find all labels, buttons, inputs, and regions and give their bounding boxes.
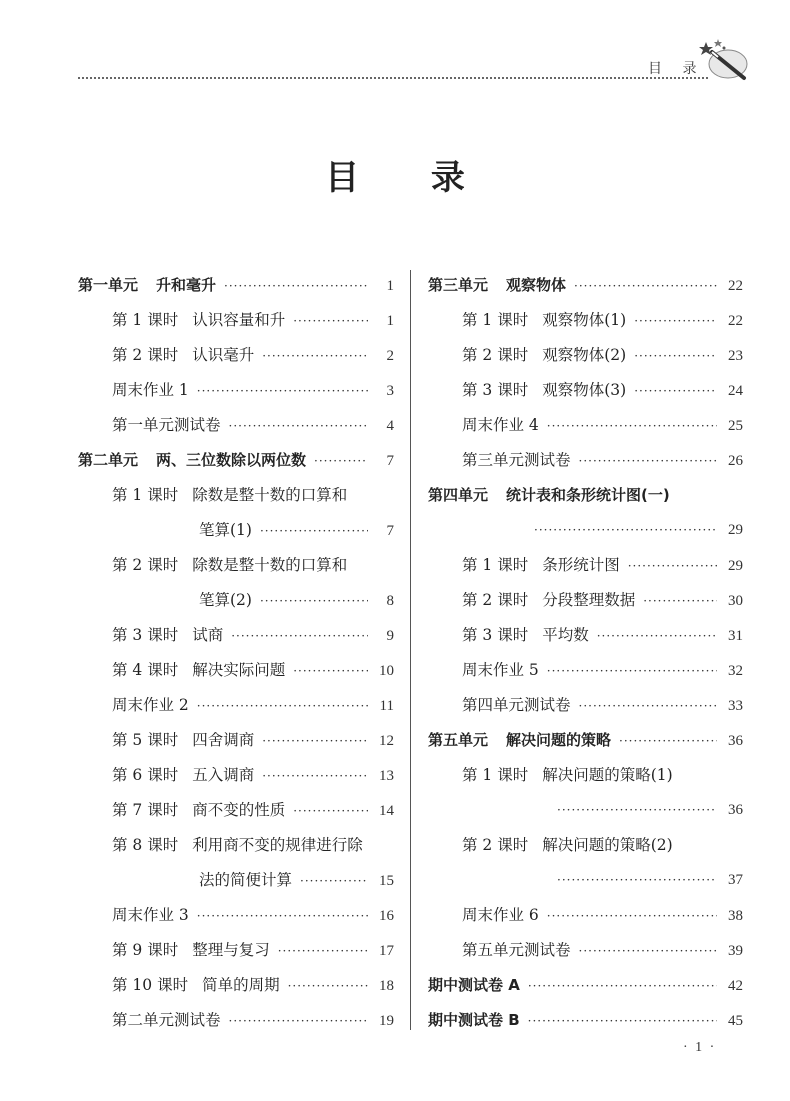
toc-entry-label: 第 1 课时	[462, 556, 529, 574]
toc-entry-page: 18	[379, 978, 394, 994]
toc-entry-title: 笔算(1)	[199, 521, 252, 539]
toc-entry-title: 除数是整十数的口算和	[192, 486, 348, 504]
toc-entry-title: 五入调商	[192, 766, 255, 784]
dot-leader	[579, 934, 717, 969]
toc-entry-title: 周末作业 5	[462, 661, 539, 679]
dot-leader	[547, 409, 717, 444]
toc-entry-label: 第三单元	[428, 276, 489, 294]
toc-entry-title: 升和毫升	[156, 276, 217, 294]
toc-entry-page: 9	[386, 628, 394, 644]
header-rule	[78, 77, 708, 79]
toc-entry	[78, 443, 394, 478]
toc-entry-title: 试商	[192, 626, 224, 644]
toc-entry-page: 7	[386, 523, 394, 539]
toc-entry-page: 36	[728, 733, 743, 749]
toc-entry-label: 第 1 课时	[112, 486, 179, 504]
toc-entry-page: 22	[728, 313, 743, 329]
toc-entry-title: 解决问题的策略	[506, 731, 612, 749]
toc-entry-page: 32	[728, 663, 743, 679]
toc-entry-page: 13	[379, 768, 394, 784]
toc-entry	[428, 583, 743, 618]
toc-entry-title: 观察物体(2)	[542, 346, 627, 364]
dot-leader	[262, 759, 368, 794]
toc-entry	[428, 758, 743, 793]
toc-entry-title: 第三单元测试卷	[462, 451, 571, 469]
toc-entry	[428, 723, 743, 758]
toc-entry	[78, 268, 394, 303]
toc-entry-page: 8	[386, 593, 394, 609]
dot-leader	[260, 584, 368, 619]
toc-entry	[428, 968, 743, 1003]
toc-entry-page: 30	[728, 593, 743, 609]
toc-entry-page: 15	[379, 873, 394, 889]
toc-entry-title: 平均数	[542, 626, 589, 644]
toc-entry	[428, 338, 743, 373]
toc-entry-label: 第 2 课时	[112, 346, 179, 364]
toc-entry	[428, 513, 743, 548]
toc-entry-page: 31	[728, 628, 743, 644]
toc-entry-title: 认识毫升	[192, 346, 255, 364]
toc-entry	[428, 373, 743, 408]
toc-entry	[428, 268, 743, 303]
toc-entry-title: 条形统计图	[542, 556, 620, 574]
toc-entry-label: 第 2 课时	[462, 591, 529, 609]
toc-entry	[78, 723, 394, 758]
toc-entry-page: 42	[728, 978, 743, 994]
toc-entry	[78, 618, 394, 653]
toc-entry-title: 第五单元测试卷	[462, 941, 571, 959]
toc-entry-label: 第一单元	[78, 276, 139, 294]
toc-entry	[78, 968, 394, 1003]
dot-leader	[574, 269, 717, 304]
toc-entry	[78, 688, 394, 723]
toc-entry-page: 2	[386, 348, 394, 364]
dot-leader	[634, 339, 717, 374]
toc-entry-title: 周末作业 3	[112, 906, 189, 924]
toc-entry-page: 36	[728, 802, 743, 818]
toc-entry-title: 观察物体(3)	[542, 381, 627, 399]
toc-entry-page: 22	[728, 278, 743, 294]
toc-entry	[78, 828, 394, 863]
toc-entry-label: 第 1 课时	[462, 766, 529, 784]
toc-entry	[78, 583, 394, 618]
dot-leader	[229, 1004, 368, 1039]
toc-entry-title: 认识容量和升	[192, 311, 286, 329]
dot-leader	[534, 513, 717, 548]
toc-entry	[78, 548, 394, 583]
dot-leader	[579, 689, 717, 724]
toc-entry-page: 1	[386, 313, 394, 329]
toc-entry-label: 第 5 课时	[112, 731, 179, 749]
dot-leader	[300, 864, 368, 899]
toc-entry-label: 第 2 课时	[462, 836, 529, 854]
toc-entry-title: 商不变的性质	[192, 801, 286, 819]
toc-entry	[428, 828, 743, 863]
dot-leader	[557, 793, 717, 828]
dot-leader	[528, 1004, 717, 1039]
toc-entry-title: 统计表和条形统计图(一)	[506, 486, 670, 504]
toc-entry-label: 第 1 课时	[112, 311, 179, 329]
dot-leader	[547, 899, 717, 934]
toc-entry	[428, 688, 743, 723]
toc-entry-label: 第 10 课时	[112, 976, 189, 994]
dot-leader	[260, 514, 368, 549]
toc-entry-page: 7	[386, 453, 394, 469]
toc-entry	[428, 898, 743, 933]
dot-leader	[293, 654, 368, 689]
dot-leader	[262, 339, 368, 374]
toc-entry-title: 解决问题的策略(1)	[542, 766, 673, 784]
toc-entry-title: 分段整理数据	[542, 591, 636, 609]
toc-entry-title: 法的简便计算	[199, 871, 293, 889]
toc-entry	[78, 303, 394, 338]
toc-entry-title: 观察物体(1)	[542, 311, 627, 329]
toc-entry-title: 简单的周期	[202, 976, 280, 994]
toc-entry-title: 四舍调商	[192, 731, 255, 749]
toc-entry-label: 第 9 课时	[112, 941, 179, 959]
toc-entry	[428, 793, 743, 828]
toc-entry-page: 12	[379, 733, 394, 749]
toc-entry	[78, 338, 394, 373]
dot-leader	[634, 304, 717, 339]
toc-entry-label: 第 6 课时	[112, 766, 179, 784]
toc-right-column	[428, 268, 743, 1038]
toc-entry	[78, 478, 394, 513]
dot-leader	[314, 444, 368, 479]
dot-leader	[288, 969, 368, 1004]
toc-entry-label: 第 1 课时	[462, 311, 529, 329]
dot-leader	[278, 934, 368, 969]
toc-entry	[428, 933, 743, 968]
toc-entry-title: 笔算(2)	[199, 591, 252, 609]
toc-entry-page: 37	[728, 872, 743, 888]
toc-entry-page: 45	[728, 1013, 743, 1029]
toc-entry	[78, 653, 394, 688]
toc-entry-page: 16	[379, 908, 394, 924]
toc-entry-label: 第五单元	[428, 731, 489, 749]
toc-entry-page: 23	[728, 348, 743, 364]
toc-entry-title: 周末作业 4	[462, 416, 539, 434]
dot-leader	[557, 863, 717, 898]
toc-entry-label: 第 4 课时	[112, 661, 179, 679]
toc-entry-label: 第 7 课时	[112, 801, 179, 819]
header-label: 目 录	[648, 61, 705, 77]
toc-entry	[78, 793, 394, 828]
dot-leader	[628, 549, 717, 584]
dot-leader	[547, 654, 717, 689]
toc-entry	[428, 408, 743, 443]
toc-entry-title: 除数是整十数的口算和	[192, 556, 348, 574]
toc-entry-page: 39	[728, 943, 743, 959]
toc-entry	[428, 478, 743, 513]
toc-entry-title: 期中测试卷 A	[428, 976, 520, 994]
toc-entry-title: 周末作业 2	[112, 696, 189, 714]
toc-entry-title: 第四单元测试卷	[462, 696, 571, 714]
toc-entry-page: 1	[386, 278, 394, 294]
toc-entry-page: 38	[728, 908, 743, 924]
toc-entry-label: 第 8 课时	[112, 836, 179, 854]
toc-left-column	[78, 268, 394, 1038]
toc-entry	[78, 408, 394, 443]
page-title: 目 录	[325, 158, 495, 198]
toc-entry-title: 周末作业 1	[112, 381, 189, 399]
dot-leader	[229, 409, 368, 444]
dot-leader	[197, 374, 368, 409]
toc-entry-title: 周末作业 6	[462, 906, 539, 924]
dot-leader	[197, 689, 368, 724]
toc-entry-page: 14	[379, 803, 394, 819]
dot-leader	[293, 794, 368, 829]
toc-entry	[428, 618, 743, 653]
toc-entry-page: 25	[728, 418, 743, 434]
toc-entry	[78, 898, 394, 933]
toc-entry-page: 26	[728, 453, 743, 469]
toc-entry-label: 第 3 课时	[462, 381, 529, 399]
toc-entry-title: 解决实际问题	[192, 661, 286, 679]
dot-leader	[262, 724, 368, 759]
toc-entry-title: 期中测试卷 B	[428, 1011, 520, 1029]
toc-entry-page: 29	[728, 522, 743, 538]
toc-entry-label: 第 2 课时	[112, 556, 179, 574]
dot-leader	[528, 969, 717, 1004]
dot-leader	[643, 584, 717, 619]
toc-entry-title: 第二单元测试卷	[112, 1011, 221, 1029]
dot-leader	[293, 304, 368, 339]
toc-entry-page: 3	[386, 383, 394, 399]
toc-entry	[78, 863, 394, 898]
toc-entry	[428, 443, 743, 478]
toc-entry-page: 24	[728, 383, 743, 399]
toc-entry-title: 观察物体	[506, 276, 567, 294]
dot-leader	[634, 374, 717, 409]
toc-entry-title: 整理与复习	[192, 941, 270, 959]
toc-entry-title: 解决问题的策略(2)	[542, 836, 673, 854]
toc-entry-label: 第四单元	[428, 486, 489, 504]
toc-entry	[78, 373, 394, 408]
dot-leader	[224, 269, 368, 304]
toc-entry	[78, 1003, 394, 1038]
toc-entry-page: 33	[728, 698, 743, 714]
toc-entry	[428, 863, 743, 898]
toc-entry-title: 利用商不变的规律进行除	[192, 836, 363, 854]
toc-entry-page: 19	[379, 1013, 394, 1029]
toc-entry	[428, 1003, 743, 1038]
toc-entry-page: 17	[379, 943, 394, 959]
toc-entry-label: 第 3 课时	[462, 626, 529, 644]
toc-entry-page: 10	[379, 663, 394, 679]
toc-entry	[428, 653, 743, 688]
toc-entry-title: 第一单元测试卷	[112, 416, 221, 434]
toc-entry-label: 第 2 课时	[462, 346, 529, 364]
column-divider	[410, 270, 411, 1030]
toc-entry-title: 两、三位数除以两位数	[156, 451, 307, 469]
toc-entry	[78, 933, 394, 968]
dot-leader	[231, 619, 368, 654]
toc-entry-label: 第 3 课时	[112, 626, 179, 644]
dot-leader	[597, 619, 717, 654]
dot-leader	[619, 724, 717, 759]
dot-leader	[579, 444, 717, 479]
toc-entry	[78, 758, 394, 793]
dot-leader	[197, 899, 368, 934]
toc-entry-page: 29	[728, 558, 743, 574]
toc-entry-page: 11	[379, 698, 394, 714]
toc-entry-label: 第二单元	[78, 451, 139, 469]
toc-entry	[78, 513, 394, 548]
toc-entry	[428, 548, 743, 583]
page-number: · 1 ·	[683, 1040, 717, 1055]
toc-entry-page: 4	[386, 418, 394, 434]
toc-entry	[428, 303, 743, 338]
magic-wand-icon	[698, 38, 750, 86]
